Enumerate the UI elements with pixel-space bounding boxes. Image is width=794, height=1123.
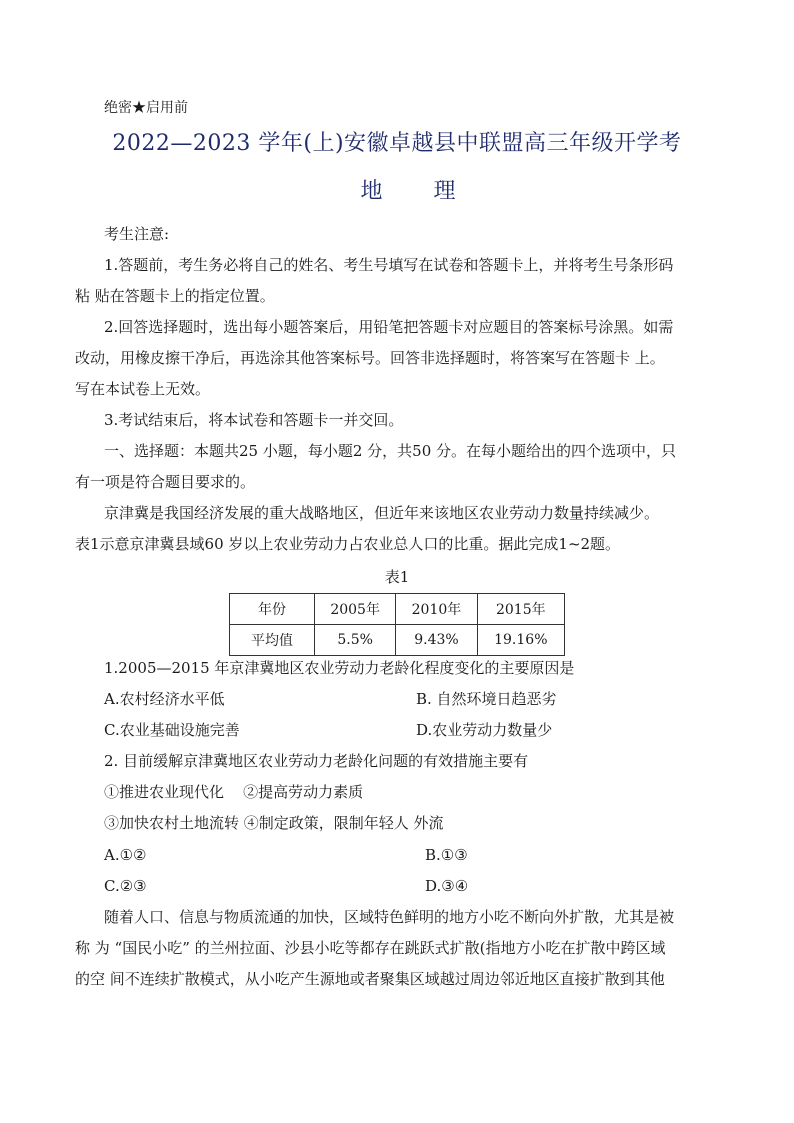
confidential-mark: 绝密★启用前 [104,100,188,116]
table-header-row [230,594,565,625]
notice-item-2-line-1: 2.回答选择题时，选出每小题答案后，用铅笔把答题卡对应题目的答案标号涂黑。如需 [104,318,674,336]
table-cell: 平均值 [230,625,315,656]
passage-2-line-3: 的空 间不连续扩散模式，从小吃产生源地或者聚集区域越过周边邻近地区直接扩散到其他 [75,970,665,988]
passage-2-line-1: 随着人口、信息与物质流通的加快，区域特色鲜明的地方小吃不断向外扩散，尤其是被 [104,908,675,926]
question-2-stem: 2. 目前缓解京津冀地区农业劳动力老龄化问题的有效措施主要有 [104,752,529,770]
exam-title: 2022—2023 学年(上)安徽卓越县中联盟高三年级开学考 [112,131,682,156]
notice-item-3: 3.考试结束后，将本试卷和答题卡一并交回。 [104,411,404,429]
notice-item-2-line-3: 写在本试卷上无效。 [75,380,211,398]
question-2-option-a: A.①② [104,846,147,864]
table-cell: 19.16% [477,625,564,656]
question-2-option-b: B.①③ [425,846,468,864]
section-instructions-line-1: 一、选择题：本题共25 小题，每小题2 分，共50 分。在每小题给出的四个选项中，只 [104,442,677,460]
question-1-option-b: B. 自然环境日趋恶劣 [416,690,557,708]
passage-2-line-2: 称 为 “国民小吃” 的兰州拉面、沙县小吃等都存在跳跃式扩散(指地方小吃在扩散中跨区域 [75,939,666,957]
data-table [229,593,565,656]
table-header-cell: 2005年 [315,594,396,625]
question-2-items-line-2: ③加快农村土地流转 ④制定政策，限制年轻人 外流 [104,814,444,832]
question-1-option-d: D.农业劳动力数量少 [416,721,553,739]
notice-heading: 考生注意: [104,225,170,243]
passage-1-line-1: 京津冀是我国经济发展的重大战略地区，但近年来该地区农业劳动力数量持续减少。 [104,504,660,522]
question-1-option-a: A.农村经济水平低 [104,690,225,708]
notice-item-1-line-2: 粘 贴在答题卡上的指定位置。 [75,287,275,305]
question-1-stem: 1.2005—2015 年京津冀地区农业劳动力老龄化程度变化的主要原因是 [104,659,575,677]
table-header-cell: 2015年 [477,594,564,625]
question-2-items-line-1: ①推进农业现代化 ②提高劳动力素质 [104,783,364,801]
subject-title: 地 理 [360,179,478,204]
passage-1-line-2: 表1示意京津冀县域60 岁以上农业劳动力占农业总人口的比重。据此完成1~2题。 [75,535,621,553]
table-header-cell: 年份 [230,594,315,625]
notice-item-2-line-2: 改动，用橡皮擦干净后，再选涂其他答案标号。回答非选择题时，将答案写在答题卡 上。 [75,349,665,367]
table-cell: 9.43% [396,625,477,656]
question-2-option-d: D.③④ [425,877,469,895]
section-instructions-line-2: 有一项是符合题目要求的。 [75,473,256,491]
table-caption: 表1 [384,568,410,586]
table-header-cell: 2010年 [396,594,477,625]
table-row [230,625,565,656]
question-2-option-c: C.②③ [104,877,147,895]
table-cell: 5.5% [315,625,396,656]
notice-item-1-line-1: 1.答题前，考生务必将自己的姓名、考生号填写在试卷和答题卡上，并将考生号条形码 [104,256,674,274]
question-1-option-c: C.农业基础设施完善 [104,721,240,739]
